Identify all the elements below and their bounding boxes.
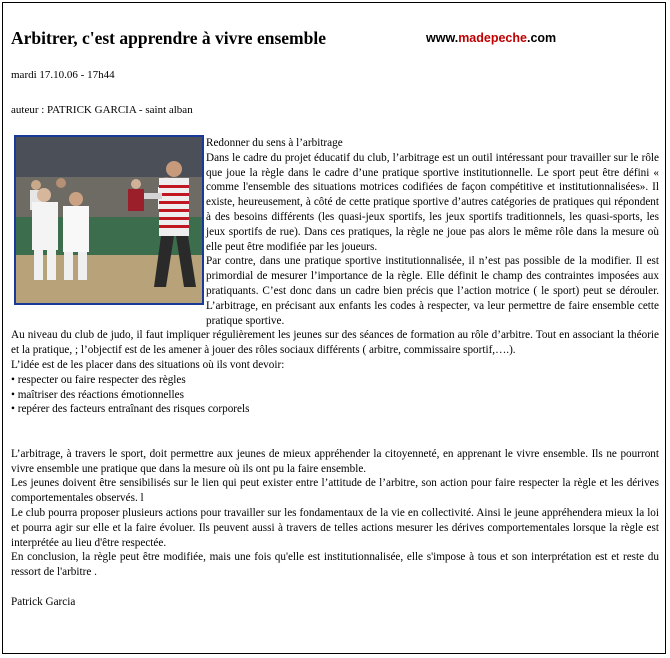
site-url-prefix: www. (426, 31, 459, 45)
paragraph: Le club pourra proposer plusieurs actions pour travailler sur les fondamentaux de la vie en collectivité. Ainsi le jeune appréhendera mieux la loi et pourra agir sur elle et la faire évoluer. Ils peuvent aussi à travers de telles actions mesurer les dérives comportementales lorsque la règle est interprétée au lieu d'être respectée. (11, 506, 659, 549)
section-heading: Redonner du sens à l’arbitrage (206, 137, 343, 149)
paragraph: Dans le cadre du projet éducatif du club, l’arbitrage est un outil intéressant pour travailler sur le rôle que joue la règle dans le cadre d’une pratique sportive institutionnelle. Le sport peut être défini « comme l'ensemble des situations motrices codifiées de façon compétitive et institutionnalisées». Il existe, heureusement, à côté de cette pratique sportive d’autres catégories de pratiques qui répondent à des besoins différents (les quasi-jeux sportifs, les jeux sportifs traditionnels, les quasi-sports, les jeux sportifs de rue). Dans ces pratiques, la règle ne joue pas alors le même rôle dans la mesure où elle peut être modifiée par les joueurs. (206, 151, 659, 253)
signature: Patrick Garcia (11, 595, 76, 608)
paragraph: L’idée est de les placer dans des situations où ils vont devoir: (11, 358, 285, 371)
site-url-name: madepeche (458, 31, 527, 45)
site-url[interactable] (426, 31, 556, 45)
paragraph: Au niveau du club de judo, il faut impliquer régulièrement les jeunes sur des séances de formation au rôle d’arbitre. Tout en associant la théorie et la pratique, ; l’objectif est de les amener à jouer des rôles sociaux différents ( arbitre, commissaire sportif,….). (11, 329, 659, 357)
paragraph: L’arbitrage, à travers le sport, doit permettre aux jeunes de mieux appréhender la citoyenneté, en apprenant le vivre ensemble. Ils ne pourront vivre ensemble une pratique que dans la mesure où ils ont pu la faire ensemble. (11, 447, 659, 475)
bullet-item: • repérer des facteurs entraînant des risques corporels (11, 403, 250, 416)
paragraph: En conclusion, la règle peut être modifiée, mais une fois qu'elle est institutionnalisée, elle s'impose à tous et son interprétation est et reste du ressort de l'arbitre . (11, 551, 659, 579)
article-date: mardi 17.10.06 - 17h44 (11, 69, 115, 81)
paragraph: Par contre, dans une pratique sportive institutionnalisée, il n’est pas possible de la modifier. Il est primordial de mesurer l’importance de la règle. Elle définit le champ des contraintes imposées aux pratiquants. C’est donc dans un cadre bien précis que l’action motrice ( le sport) peut se dérouler. L’arbitrage, en précisant aux enfants les codes à respecter, va leur permettre de faire ensemble cette pratique sportive. (206, 255, 659, 327)
bullet-item: • maîtriser des réactions émotionnelles (11, 388, 184, 401)
article-author: auteur : PATRICK GARCIA - saint alban (11, 104, 193, 116)
bullet-item: • respecter ou faire respecter des règles (11, 373, 186, 386)
article-title: Arbitrer, c'est apprendre à vivre ensemble (11, 28, 326, 48)
paragraph: Les jeunes doivent être sensibilisés sur le lien qui peut exister entre l’attitude de l’arbitre, son action pour faire respecter la règle et les dérives comportementales observés. l (11, 477, 659, 505)
article-body (11, 136, 659, 610)
site-url-suffix: .com (526, 31, 557, 45)
